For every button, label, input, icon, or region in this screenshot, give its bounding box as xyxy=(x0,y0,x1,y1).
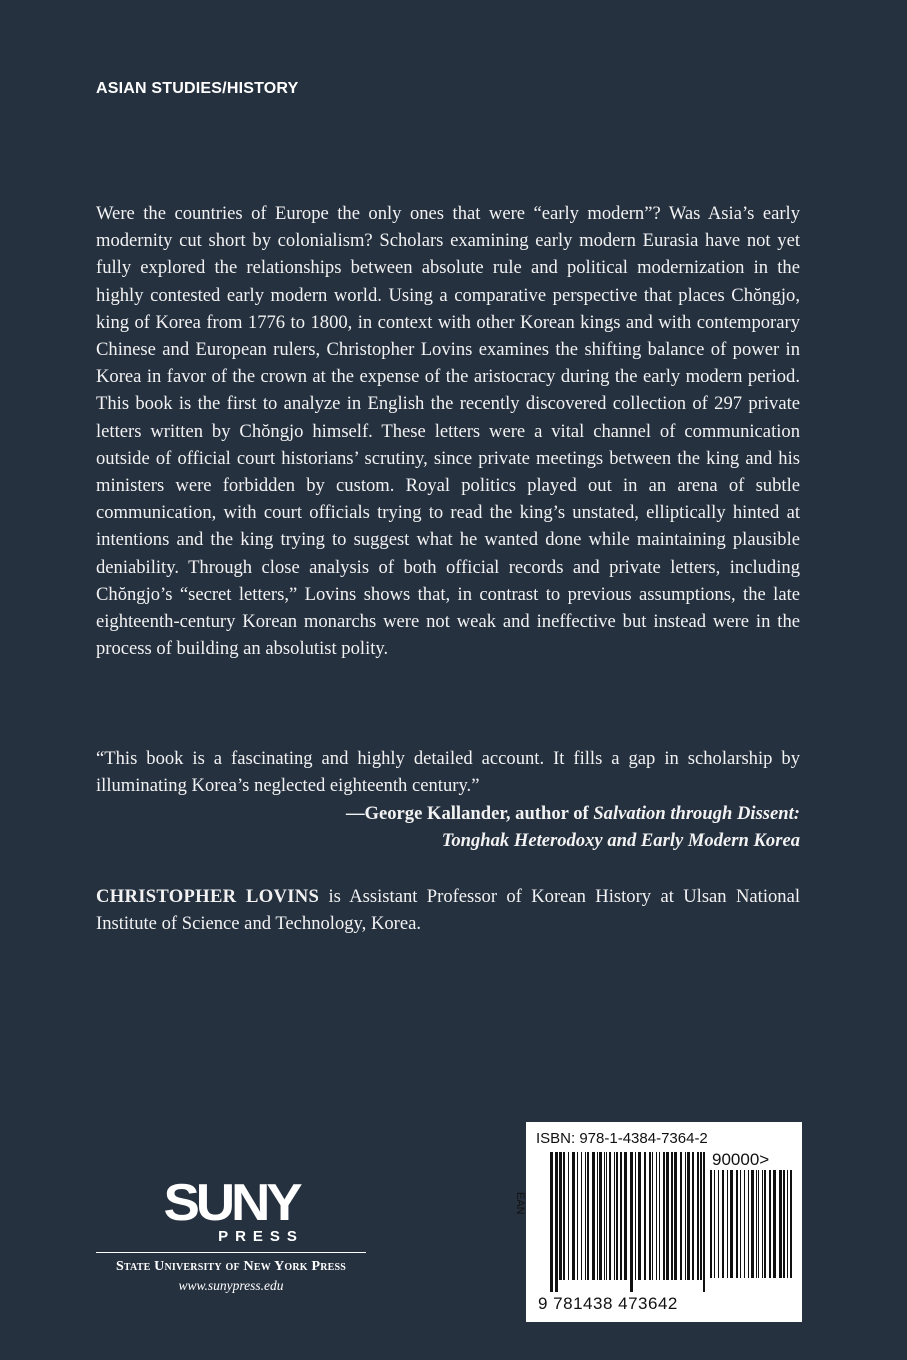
barcode-bar xyxy=(727,1170,728,1278)
barcode-bar xyxy=(710,1170,712,1278)
addon-barcode xyxy=(710,1170,792,1290)
barcode-bar xyxy=(685,1152,686,1280)
barcode-bar xyxy=(592,1152,595,1280)
attribution-prefix: —George Kallander, author of xyxy=(345,803,594,824)
barcode-panel xyxy=(514,1122,802,1322)
barcode-bar xyxy=(674,1152,677,1280)
endorsement-attribution xyxy=(96,800,800,854)
barcode-bar xyxy=(609,1152,611,1280)
barcode-bar xyxy=(604,1152,605,1280)
barcode-bar xyxy=(736,1170,738,1278)
barcode-bar xyxy=(779,1170,782,1278)
barcode-bar xyxy=(718,1170,719,1278)
barcode-bar xyxy=(740,1170,741,1278)
barcode-bar xyxy=(599,1152,602,1280)
barcode-bar xyxy=(614,1152,615,1280)
suny-wordmark: SUNY xyxy=(163,1174,299,1232)
barcode-bar xyxy=(680,1152,682,1280)
barcode-bar xyxy=(559,1152,562,1280)
barcode-bar xyxy=(687,1152,690,1280)
barcode-bar xyxy=(758,1170,759,1278)
barcode-bar xyxy=(714,1170,715,1278)
press-wordmark: PRESS xyxy=(218,1228,304,1245)
barcode-bar xyxy=(783,1170,785,1278)
barcode-bar xyxy=(787,1170,788,1278)
barcode-bar xyxy=(585,1152,586,1280)
barcode-bar xyxy=(652,1152,653,1280)
isbn-text: ISBN: 978-1-4384-7364-2 xyxy=(536,1130,708,1147)
barcode-bar xyxy=(638,1152,641,1280)
ean-barcode xyxy=(550,1152,706,1292)
logo-divider xyxy=(96,1252,366,1253)
barcode-bar xyxy=(756,1170,757,1278)
barcode-bar xyxy=(744,1170,745,1278)
barcode-bar xyxy=(624,1152,627,1280)
category-label: ASIAN STUDIES/HISTORY xyxy=(96,80,299,97)
barcode-bar xyxy=(630,1152,633,1292)
barcode-bar xyxy=(663,1152,665,1280)
barcode-bar xyxy=(671,1152,673,1280)
barcode-bar xyxy=(616,1152,618,1280)
author-name: CHRISTOPHER LOVINS xyxy=(96,886,320,907)
barcode-bar xyxy=(597,1152,598,1280)
price-code: 90000> xyxy=(712,1150,770,1169)
publisher-logo xyxy=(96,1174,366,1294)
barcode-bar xyxy=(769,1170,771,1278)
barcode-bar xyxy=(555,1152,558,1292)
barcode-bar xyxy=(703,1152,705,1292)
ean-digits: 9 781438 473642 xyxy=(538,1294,678,1313)
barcode-bar xyxy=(649,1152,651,1280)
barcode-bar xyxy=(700,1152,702,1280)
barcode-bar xyxy=(587,1152,589,1280)
barcode-bar xyxy=(572,1152,575,1280)
barcode-bar xyxy=(730,1170,733,1278)
barcode-bar xyxy=(568,1152,569,1280)
barcode-bar xyxy=(550,1152,553,1292)
barcode-bar xyxy=(644,1152,646,1280)
barcode-bar xyxy=(620,1152,622,1280)
barcode-bar xyxy=(790,1170,792,1278)
author-bio-text: is Assistant Professor of Korean History at Ulsan National Institute of Science and Technology, Korea. xyxy=(96,886,800,935)
barcode-bar xyxy=(577,1152,578,1280)
barcode-bar xyxy=(692,1152,694,1280)
barcode-bar xyxy=(563,1152,565,1280)
barcode-bar xyxy=(606,1152,607,1280)
barcode-bar xyxy=(659,1152,660,1280)
barcode-bar xyxy=(656,1152,657,1280)
author-bio xyxy=(96,883,800,937)
attribution-book-title-2: Tonghak Heterodoxy and Early Modern Korea xyxy=(441,830,800,852)
publisher-url: www.sunypress.edu xyxy=(178,1278,284,1293)
barcode-bar xyxy=(581,1152,582,1280)
barcode-bar xyxy=(762,1170,763,1278)
publisher-name: State University of New York Press xyxy=(115,1259,347,1274)
barcode-bar xyxy=(748,1170,749,1278)
ean-label: EAN xyxy=(514,1192,526,1215)
barcode-bar xyxy=(697,1152,699,1280)
endorsement-quote: “This book is a fascinating and highly detailed account. It fills a gap in scholarship by illuminating Korea’s neglected eighteenth century.” xyxy=(96,748,800,797)
book-description: Were the countries of Europe the only ones that were “early modern”? Was Asia’s early modernity cut short by colonialism? Scholars examining early modern Eurasia have not yet fully explored the relationships between absolute rule and political modernization in the highly contested early modern world. Using a comparative perspective that places Chŏngjo, king of Korea from 1776 to 1800, in context with other Korean kings and with contemporary Chinese and European rulers, Christopher Lovins examines the shifting balance of power in Korea in favor of the crown at the expense of the aristocracy during the early modern period. This book is the first to analyze in English the recently discovered collection of 297 private letters written by Chŏngjo himself. These letters were a vital channel of communication outside of official court historians’ scrutiny, since private meetings between the king and his ministers were forbidden by custom. Royal politics played out in an arena of subtle communication, with court officials trying to read the king’s unstated, elliptically hinted at intentions and the king trying to suggest what he wanted done while maintaining plausible deniability. Through close analysis of both official records and private letters, including Chŏngjo’s “secret letters,” Lovins shows that, in contrast to previous assumptions, the late eighteenth-century Korean monarchs were not weak and ineffective but instead were in the process of building an absolutist polity. xyxy=(96,203,800,660)
barcode-bar xyxy=(764,1170,766,1278)
attribution-book-title-1: Salvation through Dissent: xyxy=(593,803,800,824)
barcode-bar xyxy=(722,1170,724,1278)
barcode-bar xyxy=(666,1152,669,1280)
barcode-bar xyxy=(751,1170,754,1278)
barcode-bar xyxy=(635,1152,636,1280)
barcode-bar xyxy=(773,1170,776,1278)
